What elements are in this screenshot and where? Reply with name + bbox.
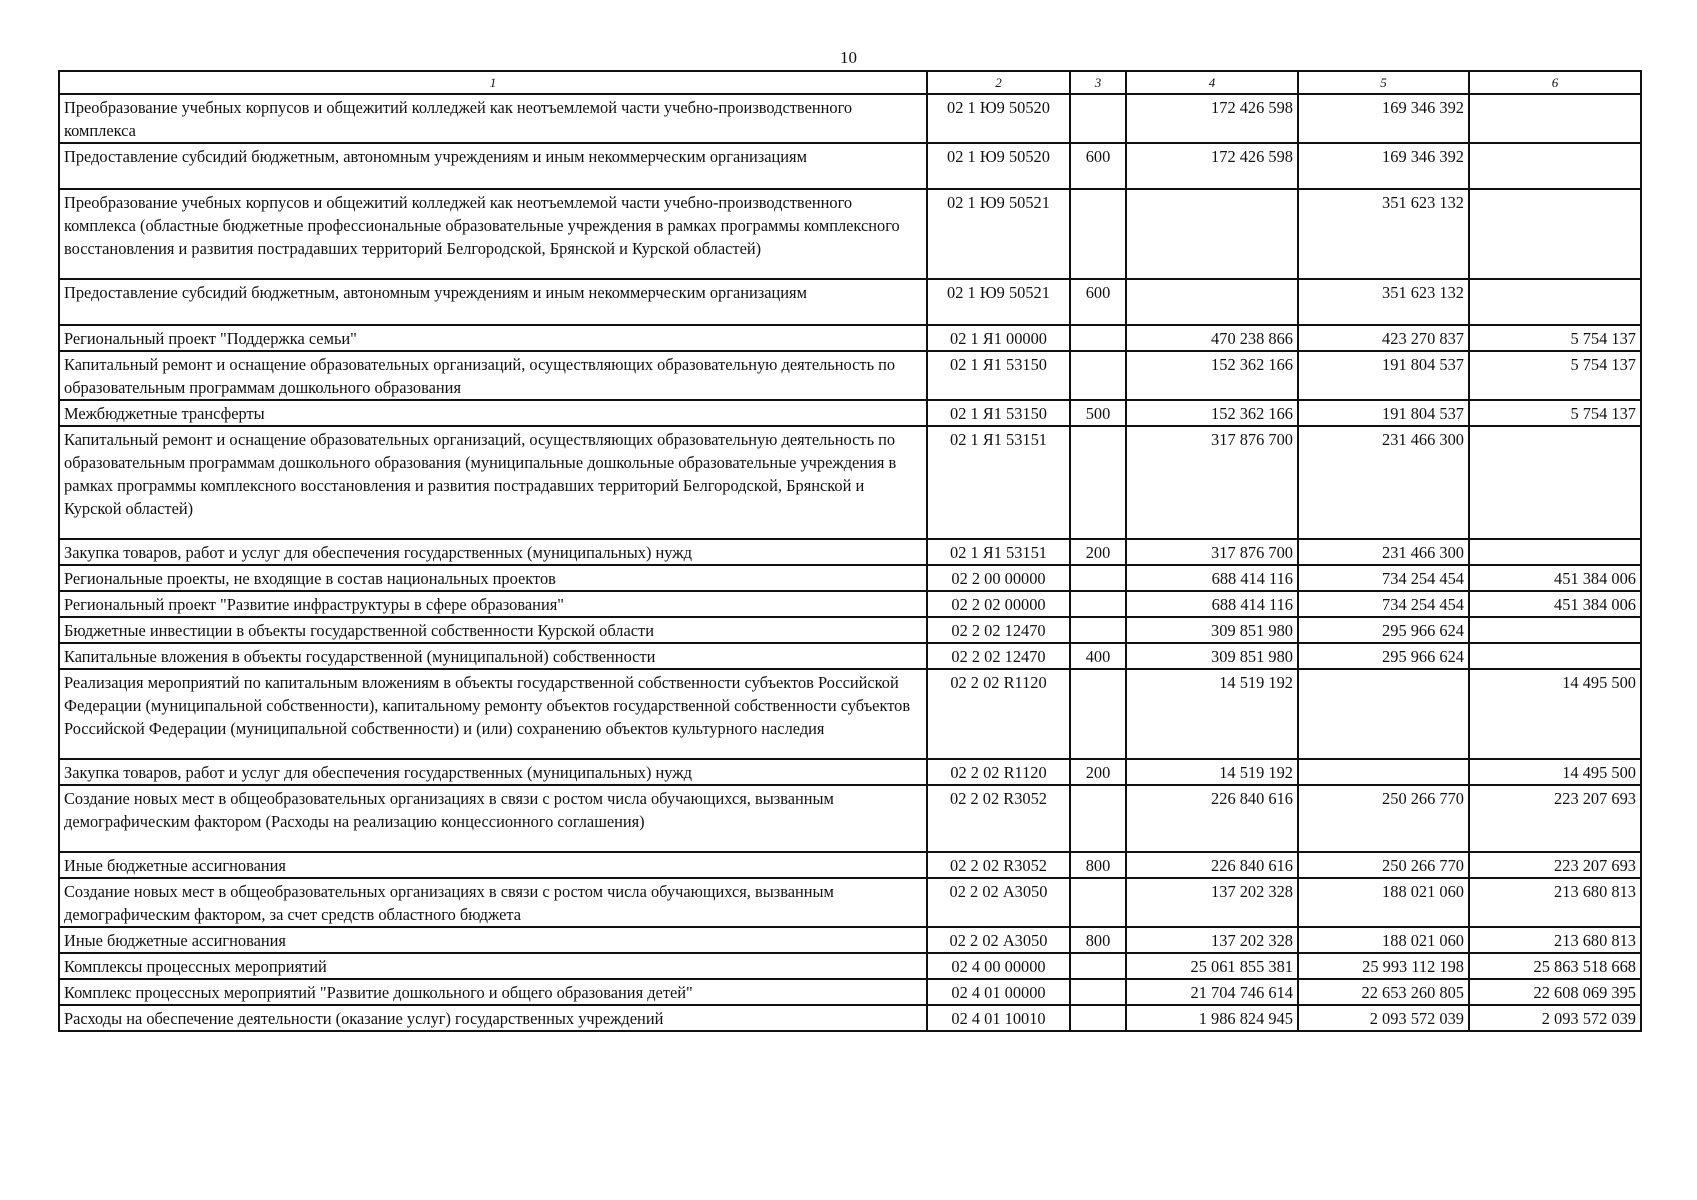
row-name-cell: Комплексы процессных мероприятий	[59, 953, 927, 979]
row-amount-col6-cell	[1469, 94, 1641, 143]
row-name-cell: Иные бюджетные ассигнования	[59, 852, 927, 878]
row-amount-col6-cell: 14 495 500	[1469, 759, 1641, 785]
table-row	[59, 325, 1641, 351]
row-amount-col5-cell: 351 623 132	[1298, 189, 1469, 279]
row-code-cell: 02 2 02 А3050	[927, 878, 1070, 927]
row-expense-type-cell	[1070, 669, 1126, 759]
table-row	[59, 852, 1641, 878]
row-expense-type-cell	[1070, 979, 1126, 1005]
row-expense-type-cell	[1070, 351, 1126, 400]
row-amount-col5-cell	[1298, 759, 1469, 785]
row-code-cell: 02 2 02 R3052	[927, 852, 1070, 878]
row-name-cell: Региональный проект "Поддержка семьи"	[59, 325, 927, 351]
row-amount-col4-cell	[1126, 279, 1298, 325]
row-code-cell: 02 1 Я1 53151	[927, 426, 1070, 539]
row-amount-col4-cell: 152 362 166	[1126, 351, 1298, 400]
column-header: 3	[1070, 71, 1126, 94]
row-amount-col4-cell: 21 704 746 614	[1126, 979, 1298, 1005]
row-expense-type-cell	[1070, 189, 1126, 279]
row-amount-col4-cell	[1126, 189, 1298, 279]
table-row	[59, 94, 1641, 143]
table-row	[59, 279, 1641, 325]
row-amount-col4-cell: 172 426 598	[1126, 94, 1298, 143]
row-expense-type-cell	[1070, 1005, 1126, 1031]
row-name-cell: Расходы на обеспечение деятельности (оказание услуг) государственных учреждений	[59, 1005, 927, 1031]
table-row	[59, 927, 1641, 953]
row-amount-col6-cell: 5 754 137	[1469, 325, 1641, 351]
row-amount-col6-cell: 213 680 813	[1469, 927, 1641, 953]
column-header: 6	[1469, 71, 1641, 94]
row-amount-col5-cell: 169 346 392	[1298, 143, 1469, 189]
row-code-cell: 02 2 02 R1120	[927, 669, 1070, 759]
row-amount-col6-cell	[1469, 279, 1641, 325]
row-amount-col4-cell: 226 840 616	[1126, 785, 1298, 852]
table-row	[59, 669, 1641, 759]
table-row	[59, 643, 1641, 669]
table-row	[59, 1005, 1641, 1031]
row-expense-type-cell	[1070, 953, 1126, 979]
row-code-cell: 02 2 00 00000	[927, 565, 1070, 591]
column-header: 4	[1126, 71, 1298, 94]
row-amount-col6-cell: 5 754 137	[1469, 351, 1641, 400]
row-expense-type-cell: 200	[1070, 759, 1126, 785]
row-name-cell: Закупка товаров, работ и услуг для обеспечения государственных (муниципальных) нужд	[59, 539, 927, 565]
row-amount-col4-cell: 14 519 192	[1126, 669, 1298, 759]
row-amount-col5-cell: 295 966 624	[1298, 643, 1469, 669]
row-amount-col5-cell: 734 254 454	[1298, 591, 1469, 617]
row-name-cell: Региональные проекты, не входящие в состав национальных проектов	[59, 565, 927, 591]
table-row	[59, 539, 1641, 565]
table-row	[59, 979, 1641, 1005]
row-expense-type-cell: 800	[1070, 852, 1126, 878]
row-name-cell: Предоставление субсидий бюджетным, автономным учреждениям и иным некоммерческим организациям	[59, 279, 927, 325]
row-code-cell: 02 1 Я1 53151	[927, 539, 1070, 565]
row-expense-type-cell: 600	[1070, 279, 1126, 325]
row-amount-col4-cell: 317 876 700	[1126, 539, 1298, 565]
row-amount-col5-cell: 188 021 060	[1298, 878, 1469, 927]
row-name-cell: Создание новых мест в общеобразовательных организациях в связи с ростом числа обучающихся, вызванным демографическим фактором (Расходы на реализацию концессионного соглашения)	[59, 785, 927, 852]
row-amount-col6-cell: 14 495 500	[1469, 669, 1641, 759]
row-amount-col5-cell: 734 254 454	[1298, 565, 1469, 591]
row-code-cell: 02 1 Я1 53150	[927, 400, 1070, 426]
row-amount-col6-cell: 223 207 693	[1469, 785, 1641, 852]
page-number: 10	[840, 48, 857, 67]
row-expense-type-cell: 800	[1070, 927, 1126, 953]
row-code-cell: 02 1 Ю9 50520	[927, 94, 1070, 143]
table-row	[59, 565, 1641, 591]
row-amount-col4-cell: 309 851 980	[1126, 643, 1298, 669]
row-name-cell: Преобразование учебных корпусов и общежитий колледжей как неотъемлемой части учебно-производственного комплекса	[59, 94, 927, 143]
row-amount-col5-cell: 2 093 572 039	[1298, 1005, 1469, 1031]
row-amount-col4-cell: 688 414 116	[1126, 565, 1298, 591]
row-amount-col5-cell: 191 804 537	[1298, 400, 1469, 426]
row-amount-col6-cell: 25 863 518 668	[1469, 953, 1641, 979]
row-code-cell: 02 4 00 00000	[927, 953, 1070, 979]
row-expense-type-cell: 200	[1070, 539, 1126, 565]
budget-table	[58, 70, 1642, 1032]
row-name-cell: Реализация мероприятий по капитальным вложениям в объекты государственной собственности субъектов Российской Федерации (муниципальной собственности), капитальному ремонту объектов государственной собственности субъектов Российской Федерации (муниципальной собственности) и (или) сохранению объектов культурного наследия	[59, 669, 927, 759]
row-name-cell: Комплекс процессных мероприятий "Развитие дошкольного и общего образования детей"	[59, 979, 927, 1005]
row-amount-col4-cell: 137 202 328	[1126, 927, 1298, 953]
row-amount-col6-cell: 5 754 137	[1469, 400, 1641, 426]
row-amount-col4-cell: 309 851 980	[1126, 617, 1298, 643]
row-amount-col5-cell: 191 804 537	[1298, 351, 1469, 400]
row-expense-type-cell	[1070, 591, 1126, 617]
row-amount-col5-cell: 25 993 112 198	[1298, 953, 1469, 979]
table-row	[59, 400, 1641, 426]
row-name-cell: Закупка товаров, работ и услуг для обеспечения государственных (муниципальных) нужд	[59, 759, 927, 785]
row-expense-type-cell	[1070, 565, 1126, 591]
table-row	[59, 878, 1641, 927]
row-code-cell: 02 1 Ю9 50520	[927, 143, 1070, 189]
row-expense-type-cell: 400	[1070, 643, 1126, 669]
row-code-cell: 02 1 Я1 53150	[927, 351, 1070, 400]
row-name-cell: Капитальный ремонт и оснащение образовательных организаций, осуществляющих образовательную деятельность по образовательным программам дошкольного образования	[59, 351, 927, 400]
row-name-cell: Капитальный ремонт и оснащение образовательных организаций, осуществляющих образовательную деятельность по образовательным программам дошкольного образования (муниципальные дошкольные образовательные учреждения в рамках программы комплексного восстановления и развития пострадавших территорий Белгородской, Брянской и Курской областей)	[59, 426, 927, 539]
row-amount-col5-cell: 351 623 132	[1298, 279, 1469, 325]
table-body	[59, 94, 1641, 1031]
row-name-cell: Предоставление субсидий бюджетным, автономным учреждениям и иным некоммерческим организациям	[59, 143, 927, 189]
row-amount-col5-cell: 169 346 392	[1298, 94, 1469, 143]
row-amount-col5-cell: 231 466 300	[1298, 539, 1469, 565]
table-row	[59, 591, 1641, 617]
row-expense-type-cell	[1070, 878, 1126, 927]
row-expense-type-cell	[1070, 94, 1126, 143]
row-amount-col5-cell: 22 653 260 805	[1298, 979, 1469, 1005]
table-row	[59, 351, 1641, 400]
row-name-cell: Региональный проект "Развитие инфраструктуры в сфере образования"	[59, 591, 927, 617]
row-code-cell: 02 2 02 12470	[927, 643, 1070, 669]
row-amount-col6-cell	[1469, 643, 1641, 669]
column-header: 2	[927, 71, 1070, 94]
row-amount-col6-cell	[1469, 426, 1641, 539]
table-row	[59, 785, 1641, 852]
row-amount-col6-cell: 451 384 006	[1469, 591, 1641, 617]
row-name-cell: Иные бюджетные ассигнования	[59, 927, 927, 953]
column-header: 5	[1298, 71, 1469, 94]
row-amount-col5-cell: 231 466 300	[1298, 426, 1469, 539]
row-amount-col6-cell: 451 384 006	[1469, 565, 1641, 591]
row-amount-col4-cell: 317 876 700	[1126, 426, 1298, 539]
row-amount-col4-cell: 688 414 116	[1126, 591, 1298, 617]
row-amount-col4-cell: 470 238 866	[1126, 325, 1298, 351]
row-amount-col6-cell: 2 093 572 039	[1469, 1005, 1641, 1031]
row-code-cell: 02 2 02 00000	[927, 591, 1070, 617]
row-expense-type-cell	[1070, 426, 1126, 539]
row-amount-col4-cell: 1 986 824 945	[1126, 1005, 1298, 1031]
row-amount-col6-cell: 22 608 069 395	[1469, 979, 1641, 1005]
row-name-cell: Создание новых мест в общеобразовательных организациях в связи с ростом числа обучающихся, вызванным демографическим фактором, за счет средств областного бюджета	[59, 878, 927, 927]
row-amount-col4-cell: 152 362 166	[1126, 400, 1298, 426]
row-code-cell: 02 2 02 А3050	[927, 927, 1070, 953]
table-row	[59, 426, 1641, 539]
row-amount-col6-cell	[1469, 189, 1641, 279]
row-amount-col6-cell: 223 207 693	[1469, 852, 1641, 878]
row-expense-type-cell	[1070, 325, 1126, 351]
row-name-cell: Бюджетные инвестиции в объекты государственной собственности Курской области	[59, 617, 927, 643]
column-number-row	[59, 71, 1641, 94]
row-name-cell: Преобразование учебных корпусов и общежитий колледжей как неотъемлемой части учебно-производственного комплекса (областные бюджетные профессиональные образовательные учреждения в рамках программы комплексного восстановления и развития пострадавших территорий Белгородской, Брянской и Курской областей)	[59, 189, 927, 279]
row-amount-col5-cell: 295 966 624	[1298, 617, 1469, 643]
row-amount-col4-cell: 226 840 616	[1126, 852, 1298, 878]
table-row	[59, 617, 1641, 643]
row-expense-type-cell	[1070, 785, 1126, 852]
row-name-cell: Капитальные вложения в объекты государственной (муниципальной) собственности	[59, 643, 927, 669]
table-row	[59, 143, 1641, 189]
row-code-cell: 02 2 02 12470	[927, 617, 1070, 643]
row-code-cell: 02 2 02 R3052	[927, 785, 1070, 852]
row-code-cell: 02 4 01 10010	[927, 1005, 1070, 1031]
row-amount-col5-cell: 423 270 837	[1298, 325, 1469, 351]
row-code-cell: 02 1 Я1 00000	[927, 325, 1070, 351]
row-code-cell: 02 2 02 R1120	[927, 759, 1070, 785]
row-code-cell: 02 1 Ю9 50521	[927, 279, 1070, 325]
row-expense-type-cell	[1070, 617, 1126, 643]
row-amount-col5-cell: 188 021 060	[1298, 927, 1469, 953]
row-name-cell: Межбюджетные трансферты	[59, 400, 927, 426]
row-amount-col5-cell	[1298, 669, 1469, 759]
row-amount-col6-cell	[1469, 143, 1641, 189]
row-amount-col4-cell: 137 202 328	[1126, 878, 1298, 927]
row-code-cell: 02 4 01 00000	[927, 979, 1070, 1005]
row-amount-col6-cell: 213 680 813	[1469, 878, 1641, 927]
row-amount-col6-cell	[1469, 539, 1641, 565]
row-code-cell: 02 1 Ю9 50521	[927, 189, 1070, 279]
row-amount-col5-cell: 250 266 770	[1298, 852, 1469, 878]
table-row	[59, 759, 1641, 785]
column-header: 1	[59, 71, 927, 94]
row-expense-type-cell: 600	[1070, 143, 1126, 189]
table-row	[59, 189, 1641, 279]
row-amount-col4-cell: 14 519 192	[1126, 759, 1298, 785]
row-amount-col5-cell: 250 266 770	[1298, 785, 1469, 852]
table-row	[59, 953, 1641, 979]
row-amount-col4-cell: 172 426 598	[1126, 143, 1298, 189]
row-amount-col4-cell: 25 061 855 381	[1126, 953, 1298, 979]
row-amount-col6-cell	[1469, 617, 1641, 643]
row-expense-type-cell: 500	[1070, 400, 1126, 426]
